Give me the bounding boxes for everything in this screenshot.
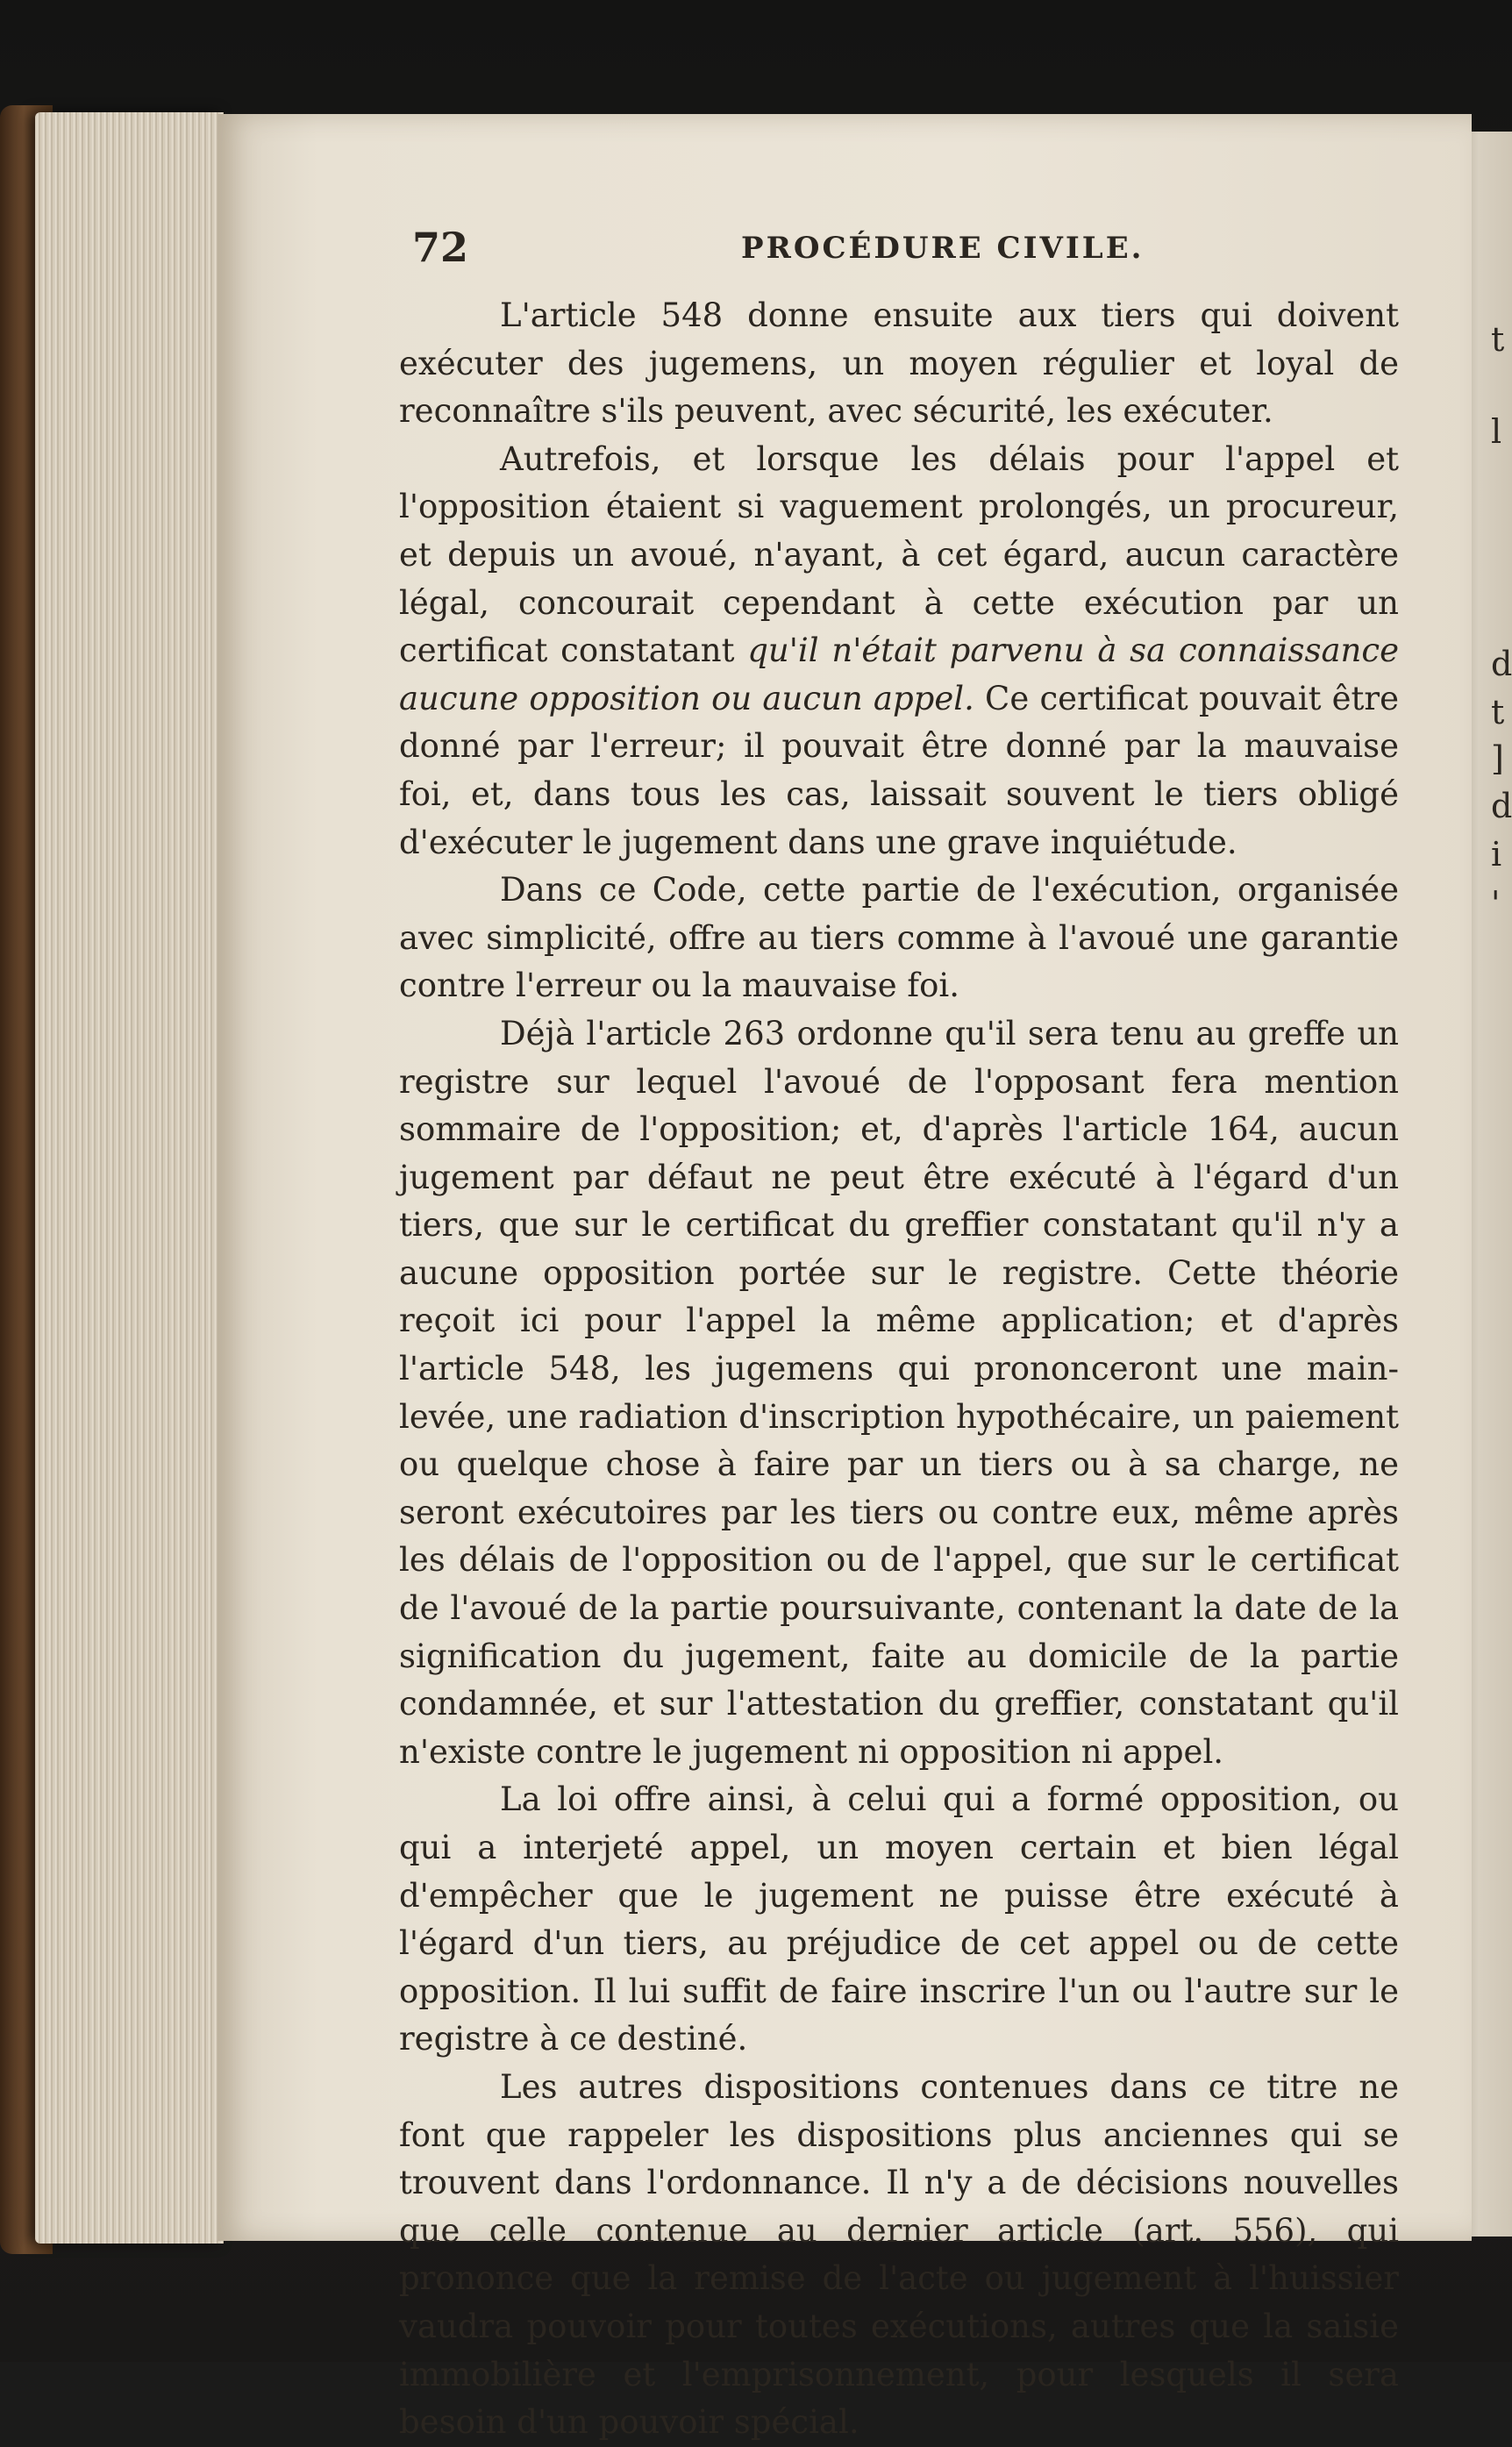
paragraph: Dans ce Code, cette partie de l'exécution, organisée avec simplicité, offre au tiers comme à l'avoué une garantie contre l'erreur ou la mauvaise foi. bbox=[399, 871, 1399, 1005]
facing-page-glyph: l bbox=[1491, 412, 1502, 451]
paragraph-text: Autrefois, et lorsque les délais pour l'appel et l'opposition étaient si vaguement prolongés, un procureur, et depuis un avoué, n'ayant, à cet égard, aucun caractère légal, concourait cependant à cette exécution par un certificat constatant bbox=[399, 439, 1399, 670]
facing-page-glyph: d bbox=[1491, 645, 1512, 683]
quoted-certificate-text: qu'il n'était parvenu à sa connaissance aucune opposition ou aucun appel. bbox=[399, 631, 1399, 717]
facing-page-glyph: i bbox=[1491, 835, 1502, 874]
page-edges bbox=[35, 112, 224, 2244]
paragraph-text: Ce certificat pouvait être donné par l'erreur; il pouvait être donné par la mauvaise foi, et, dans tous les cas, laissait souvent le tiers obligé d'exécuter le jugement dans une grave inquiétude. bbox=[399, 679, 1399, 861]
running-head: PROCÉDURE CIVILE. bbox=[741, 231, 1145, 266]
page-header bbox=[412, 224, 1447, 285]
paragraph bbox=[399, 436, 1399, 867]
page-number: 72 bbox=[412, 224, 469, 271]
paragraph: L'article 548 donne ensuite aux tiers qui doivent exécuter des jugemens, un moyen régulier et loyal de reconnaître s'ils peuvent, avec sécurité, les exécuter. bbox=[399, 296, 1399, 431]
paragraph: Déjà l'article 263 ordonne qu'il sera tenu au greffe un registre sur lequel l'avoué de l'opposant fera mention sommaire de l'opposition; et, d'après l'article 164, aucun jugement par défaut ne peut être exécuté à l'égard d'un tiers, que sur le certificat du greffier constatant qu'il n'y a aucune opposition portée sur le registre. Cette théorie reçoit ici pour l'appel la même application; et d'après l'article 548, les jugemens qui prononceront une main-levée, une radiation d'inscription hypothécaire, un paiement ou quelque chose à faire par un tiers ou à sa charge, ne seront exécutoires par les tiers ou contre eux, même après les délais de l'opposition ou de l'appel, que sur le certificat de l'avoué de la partie poursuivante, contenant la date de la signification du jugement, faite au domicile de la partie condamnée, et sur l'attestation du greffier, constatant qu'il n'existe contre le jugement ni opposition ni appel. bbox=[399, 1014, 1399, 1771]
facing-page-glyph: t bbox=[1491, 693, 1505, 731]
facing-page-glyph: ] bbox=[1491, 739, 1504, 778]
facing-page-glyph: ' bbox=[1491, 884, 1501, 923]
body-text bbox=[399, 292, 1399, 2447]
paragraph: La loi offre ainsi, à celui qui a formé opposition, ou qui a interjeté appel, un moyen certain et bien légal d'empêcher que le jugement ne puisse être exécuté à l'égard d'un tiers, au préjudice de cet appel ou de cette opposition. Il lui suffit de faire inscrire l'un ou l'autre sur le registre à ce destiné. bbox=[399, 1780, 1399, 2058]
paragraph: Les autres dispositions contenues dans ce titre ne font que rappeler les dispositions plus anciennes qui se trouvent dans l'ordonnance. Il n'y a de décisions nouvelles que celle contenue au dernier article (art. 556), qui prononce que la remise de l'acte ou jugement à l'huissier vaudra pouvoir pour toutes exécutions, autres que la saisie immobilière et l'emprisonnement, pour lesquels il sera besoin d'un pouvoir spécial. bbox=[399, 2067, 1399, 2442]
facing-page-glyph: t bbox=[1491, 320, 1505, 359]
facing-page-glyph: d bbox=[1491, 787, 1512, 825]
